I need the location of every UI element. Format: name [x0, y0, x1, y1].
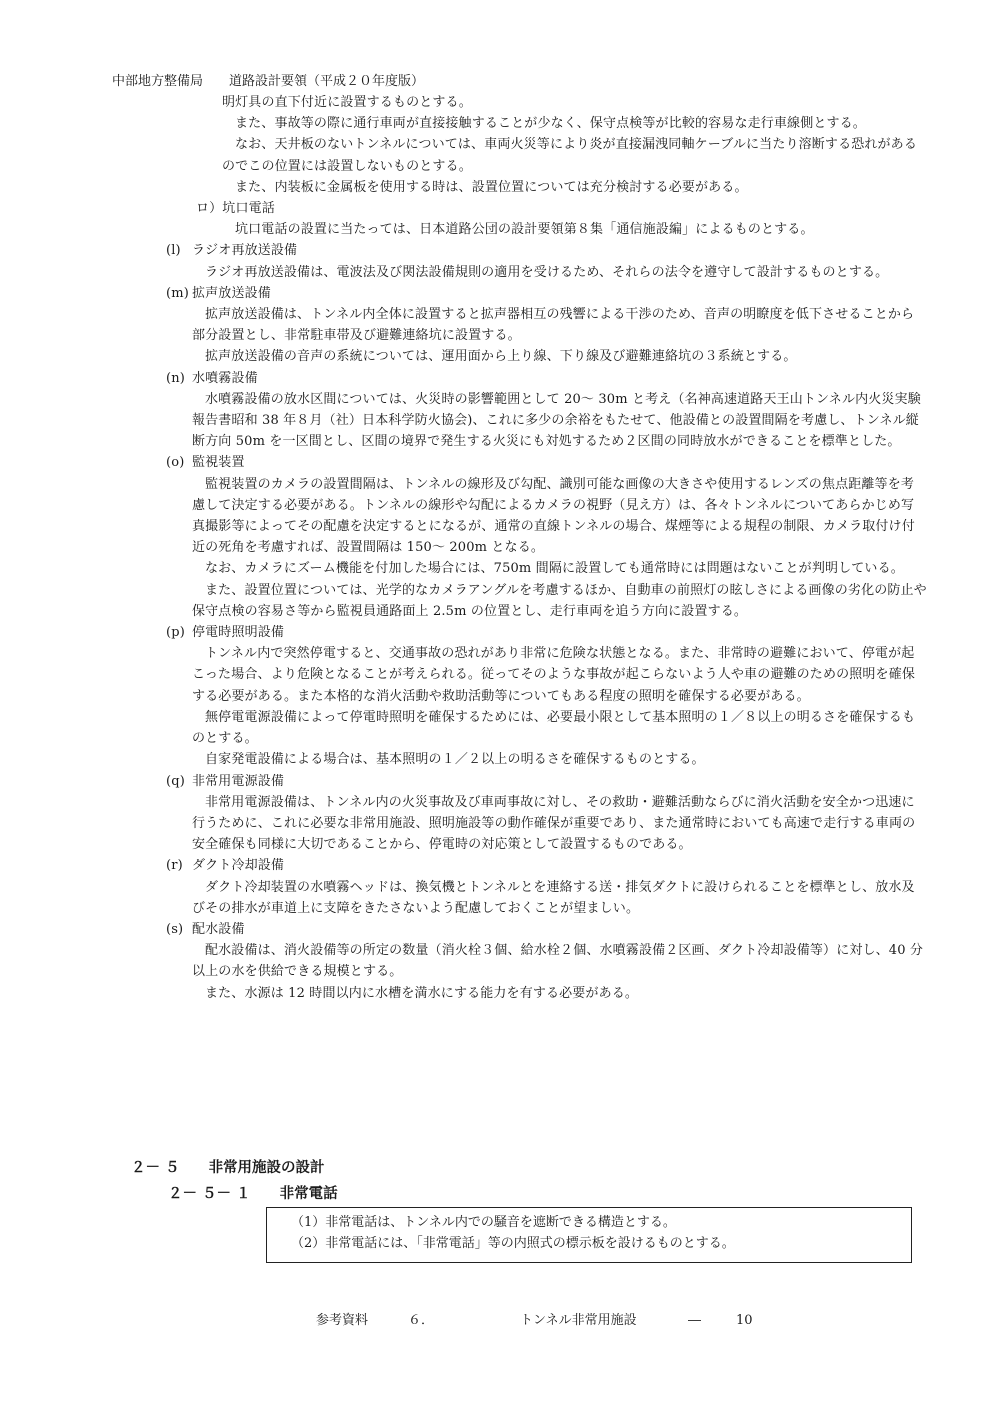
- paragraph: ダクト冷却装置の水噴霧ヘッドは、換気機とトンネルとを連絡する送・排気ダクトに設けられることを標準とし、放水及びその排水が車道上に支障をきたさないよう配慮しておくことが望ましい。: [192, 879, 915, 916]
- paragraph: 無停電電源設備によって停電時照明を確保するためには、必要最小限として基本照明の１／８以上の明るさを確保するものとする。: [192, 709, 916, 747]
- paragraph: 非常用電源設備は、トンネル内の火災事故及び車両事故に対し、その救助・避難活動ならびに消火活動を安全かつ迅速に行うために、これに必要な非常用施設、照明施設等の動作確保が重要であり、また通常時においても高速で走行する車両の安全確保も同様に大切であることから、停電時の対応策として設置するものである。: [192, 794, 916, 853]
- paragraph: 拡声放送設備の音声の系統については、運用面から上り線、下り線及び避難連絡坑の３系統とする。: [205, 349, 797, 365]
- paragraph: 水噴霧設備の放水区間については、火災時の影響範囲として 20～ 30m と考え（名神高速道路天王山トンネル内火災実験報告書昭和 38 年８月（社）日本科学防火協会)、これに多少の余裕をもたせて、他設備との設置間隔を考慮し、トンネル縦断方向 50m を一区間とし、区間の境界で発生する火災にも対処するため２区間の同時放水ができることを標準とした。: [192, 391, 921, 450]
- section-title: 非常電話: [279, 1186, 338, 1202]
- subsection-heading: [166, 240, 926, 261]
- subsection-marker: (m): [166, 285, 189, 301]
- paragraph: 配水設備は、消火設備等の所定の数量（消火栓３個、給水栓２個、水噴霧設備２区画、ダクト冷却設備等）に対し、40 分以上の水を供給できる規模とする。: [192, 943, 924, 980]
- section-title: 非常用施設の設計: [208, 1160, 325, 1176]
- paragraph: トンネル内で突然停電すると、交通事故の恐れがあり非常に危険な状態となる。また、非常時の避難において、停電が起こった場合、より危険となることが考えられる。従ってそのような事故が起こらないよう人や車の避難のための照明を確保する必要がある。また本格的な消火活動や救助活動等についてもある程度の照明を確保する必要がある。: [192, 646, 915, 704]
- subsection-heading: [166, 622, 926, 643]
- paragraph: また、事故等の際に通行車両が直接接触することが少なく、保守点検等が比較的容易な走行車線側とする。: [235, 116, 866, 132]
- subsection-heading: [166, 452, 926, 473]
- subsection-marker: (p): [166, 625, 185, 641]
- footer-number: ６．: [408, 1313, 435, 1328]
- subsection-title: 非常用電源設備: [192, 773, 285, 789]
- paragraph: 自家発電設備による場合は、基本照明の１／２以上の明るさを確保するものとする。: [205, 752, 705, 768]
- subsection-title: 監視装置: [192, 455, 245, 471]
- subsection-marker: (q): [166, 773, 185, 789]
- paragraph: また、内装板に金属板を使用する時は、設置位置については充分検討する必要がある。: [235, 179, 748, 195]
- subsection-title: ラジオ再放送設備: [192, 243, 298, 259]
- subsection-heading: ロ）坑口電話: [196, 201, 275, 217]
- subsection-title: 水噴霧設備: [192, 370, 258, 386]
- subsection-marker: (r): [166, 858, 183, 874]
- subsection-title: ダクト冷却設備: [192, 858, 285, 874]
- paragraph: また、水源は 12 時間以内に水槽を満水にする能力を有する必要がある。: [205, 985, 639, 1001]
- section-2-5-heading: [131, 1156, 325, 1180]
- subsection-marker: (s): [166, 921, 184, 937]
- subsection-title: 配水設備: [192, 921, 245, 937]
- paragraph: なお、天井板のないトンネルについては、車両火災等により炎が直接漏洩同軸ケーブルに当たり溶断する恐れがあるのでこの位置には設置しないものとする。: [222, 137, 917, 174]
- requirement-line-1: （1）非常電話は、トンネル内での騒音を遮断できる構造とする。: [291, 1215, 676, 1230]
- section-number: ２－ ５－ １: [168, 1186, 251, 1202]
- subsection-title: 拡声放送設備: [192, 285, 271, 301]
- subsection-marker: (l): [166, 243, 181, 259]
- paragraph: 監視装置のカメラの設置間隔は、トンネルの線形及び勾配、識別可能な画像の大きさや使用するレンズの焦点距離等を考慮して決定する必要がある。トンネルの線形や勾配によるカメラの視野（見え方）は、各々トンネルについてあらかじめ写真撮影等によってその配慮を決定するとになるが、通常の直線トンネルの場合、煤煙等による規程の制限、カメラ取付け付近の死角を考慮すれば、設置間隔は 150～ 200m となる。: [192, 476, 915, 556]
- subsection-marker: (n): [166, 370, 185, 386]
- document-body: [0, 92, 992, 1004]
- footer-dash: ―: [688, 1313, 701, 1328]
- subsection-heading: [166, 283, 926, 304]
- paragraph: 坑口電話の設置に当たっては、日本道路公団の設計要領第８集「通信施設編」によるものとする。: [235, 222, 814, 238]
- footer-label: 参考資料: [316, 1313, 369, 1328]
- paragraph: 拡声放送設備は、トンネル内全体に設置すると拡声器相互の残響による干渉のため、音声の明瞭度を低下させることから部分設置とし、非常駐車帯及び避難連絡坑に設置する。: [192, 307, 915, 344]
- section-2-5-1-heading: [168, 1182, 338, 1206]
- subsection-heading: [166, 919, 926, 940]
- section-number: ２－ ５: [131, 1160, 180, 1176]
- requirement-line-2: （2）非常電話には、「非常電話」等の内照式の標示板を設けるものとする。: [291, 1236, 735, 1251]
- footer-page-number: 10: [736, 1313, 753, 1328]
- paragraph: また、設置位置については、光学的なカメラアングルを考慮するほか、自動車の前照灯の眩しさによる画像の劣化の防止や保守点検の容易さ等から監視員通路面上 2.5m の位置とし、走行車両を追う方向に設置する。: [192, 582, 927, 619]
- subsection-heading: [166, 368, 926, 389]
- page-header: 中部地方整備局 道路設計要領（平成２０年度版）: [112, 74, 425, 89]
- requirement-box: [266, 1207, 912, 1263]
- paragraph: 明灯具の直下付近に設置するものとする。: [222, 95, 472, 110]
- subsection-heading: [166, 771, 926, 792]
- paragraph: なお、カメラにズーム機能を付加した場合には、750m 間隔に設置しても通常時には問題はないことが判明している。: [205, 561, 904, 577]
- subsection-heading: [166, 855, 926, 876]
- subsection-marker: (o): [166, 455, 185, 471]
- paragraph: ラジオ再放送設備は、電波法及び関法設備規則の適用を受けるため、それらの法令を遵守して設計するものとする。: [205, 264, 889, 280]
- subsection-title: 停電時照明設備: [192, 625, 285, 641]
- footer-title: トンネル非常用施設: [520, 1313, 637, 1328]
